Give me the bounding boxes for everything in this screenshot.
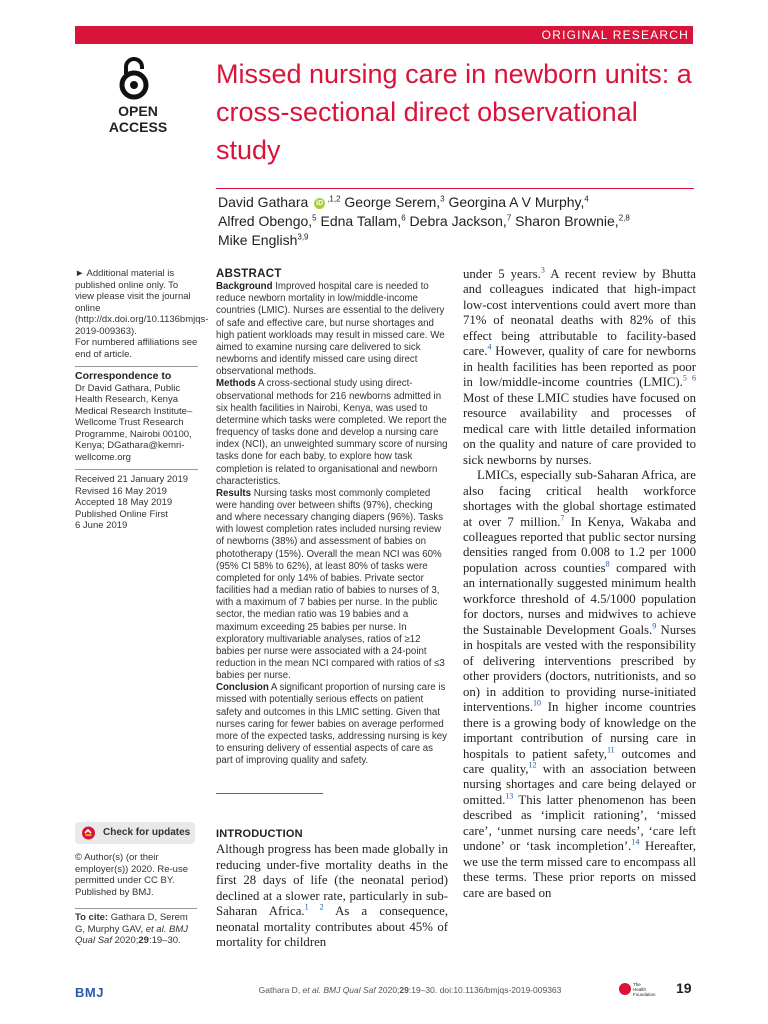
footer-cite-journal: et al. BMJ Qual Saf — [302, 985, 376, 995]
author-name[interactable]: George Serem, — [344, 194, 441, 210]
body-text: Although progress has been made globally in reducing under-five mortality deaths in the first 28 days of life (the neonatal period) declined at a slower rate, particularly in sub-Saharan Africa. — [216, 842, 448, 918]
reference-link[interactable]: 9 — [652, 621, 657, 631]
abstract-label: Methods — [216, 378, 256, 390]
reference-link[interactable]: 8 — [605, 559, 610, 569]
footer-cite-doi: :19–30. doi:10.1136/bmjqs-2019-009363 — [408, 985, 562, 995]
author-name[interactable]: David Gathara — [218, 194, 309, 210]
cite-authors: Gathara D, Serem G, Murphy GAV, — [75, 912, 188, 935]
additional-material-note[interactable]: ► Additional material is published online only. To view please visit the journal online (http://dx.doi.org/10.1136bmjqs-2019-009363). — [75, 268, 209, 337]
abstract-label: Results — [216, 487, 251, 499]
reference-link[interactable]: 11 — [606, 745, 615, 755]
date-revised: Revised 16 May 2019 — [75, 485, 167, 497]
svg-text:Health: Health — [633, 987, 647, 992]
author-name[interactable]: Edna Tallam, — [320, 213, 402, 229]
cite-pages: :19–30. — [148, 935, 181, 946]
body-text: compared with an internationally suggested minimum health workforce threshold of 4.5/1000 population for doctors, nurses and midwives to achieve the Sustainable Development Goals. — [463, 560, 696, 637]
affiliation-ref: 3,9 — [297, 232, 309, 242]
health-foundation-logo — [619, 980, 657, 998]
abstract-divider — [216, 793, 323, 794]
article-sidebar — [75, 268, 209, 532]
reference-link[interactable]: 10 — [533, 698, 542, 708]
body-column-right — [463, 267, 696, 901]
author-name[interactable]: Alfred Obengo, — [218, 213, 313, 229]
body-text: with an association between nursing shortages and care being delayed or omitted. — [463, 762, 696, 807]
author-list — [218, 193, 694, 250]
author-name[interactable]: Mike English — [218, 232, 298, 248]
affiliation-ref: ,1,2 — [327, 194, 341, 204]
reference-link[interactable]: 7 — [560, 513, 565, 523]
body-text: In higher income countries there is a growing body of knowledge on the important contribution of nursing care in hospitals to patient safety, — [463, 700, 696, 761]
affiliation-ref: 7 — [506, 213, 512, 223]
orcid-icon[interactable]: iD — [316, 199, 324, 207]
svg-text:The: The — [633, 982, 641, 987]
affiliations-note: For numbered affiliations see end of article. — [75, 337, 198, 360]
abstract-heading: ABSTRACT — [216, 268, 282, 280]
sidebar-divider — [75, 469, 198, 470]
affiliation-ref: 2,8 — [618, 213, 630, 223]
cite-etal: et al. — [145, 923, 167, 935]
reference-link[interactable]: 4 — [487, 343, 492, 353]
introduction-text — [216, 842, 448, 951]
footer-cite-volume: 29 — [399, 985, 409, 995]
date-accepted: Accepted 18 May 2019 — [75, 497, 173, 508]
body-text: However, quality of care for newborns in health facilities has been reported as poor in low/middle-income countries (LMIC). — [463, 344, 696, 390]
svg-text:Foundation: Foundation — [633, 992, 656, 997]
body-text: A recent review by Bhutta and colleagues indicated that high-impact low-cost interventions could avert more than 71% of neonatal deaths with 82% of this effect being attributable to facility-based care. — [463, 267, 696, 359]
body-text: In Kenya, Wakaba and colleagues reported that public sector nursing densities ranged from 0.008 to 1.2 per 1000 population across counties — [463, 514, 696, 575]
affiliation-ref: 5 — [312, 213, 317, 223]
footer-citation — [240, 985, 580, 995]
sidebar-divider — [75, 366, 198, 367]
reference-link[interactable]: 13 — [505, 791, 514, 801]
body-paragraph — [463, 468, 696, 901]
date-published: 6 June 2019 — [75, 520, 128, 531]
body-paragraph — [463, 267, 696, 468]
affiliation-ref: 6 — [401, 213, 406, 223]
correspondence-body[interactable]: Dr David Gathara, Public Health Research, Kenya Medical Research Institute–Wellcome Trust Research Programme, Nairobi 00100, Kenya; DGathara@kemri-wellcome.org — [75, 382, 193, 463]
abstract-text: A significant proportion of nursing care is missed with potentially serious effects on patient safety and outcomes in this LMIC setting. Given that nurses caring for fewer babies on average performed more of the expected tasks, addressing nursing is key to ensuring delivery of essential aspects of care as part of improving quality and safety. — [216, 682, 448, 767]
open-access-lock-icon — [116, 56, 152, 100]
body-text: Most of these LMIC studies have focused on resource availability and processes of medical care with little detailed information on the quality and nature of care provided to sick newborns by nurses. — [463, 390, 696, 467]
reference-link[interactable]: 1 2 — [304, 902, 324, 912]
check-for-updates-button[interactable]: Check for updates — [75, 822, 195, 844]
body-text: Nurses in hospitals are vested with the responsibility of delivering interventions prescribed by other providers (doctors, nutritionists, and so on) in addition to providing nurse-initiated interventions. — [463, 622, 696, 715]
abstract — [216, 268, 448, 767]
cite-year: 2020; — [111, 935, 139, 946]
body-text: outcomes and care quality, — [463, 746, 696, 776]
body-text: under 5 years. — [463, 267, 541, 281]
body-text: As a consequence, neonatal mortality contributes about 45% of mortality for children — [216, 904, 448, 949]
article-type-banner: ORIGINAL RESEARCH — [75, 26, 693, 44]
abstract-results — [216, 488, 448, 683]
article-title: Missed nursing care in newborn units: a cross-sectional direct observational study — [216, 59, 692, 165]
abstract-text: A cross-sectional study using direct-observational methods for 216 newborns admitted in six health facilities in Nairobi, Kenya, was used to determine which tasks were completed. We report the frequency of tasks done and develop a nursing care index (NCI), an unweighted summary score of nursing tasks done for each baby, to explore how task completion is related to organisational and newborn characteristics. — [216, 378, 448, 487]
abstract-conclusion — [216, 682, 448, 767]
abstract-text: Nursing tasks most commonly completed were handing over between shifts (97%), checking and where necessary changing diapers (96%). Tasks with lowest completion rates included nursing review of newborns (38%) and assessment of babies on phototherapy (15%). Overall the mean NCI was 60% (95% CI 58% to 62%), at least 80% of tasks were completed for only 14% of babies. Private sector facilities had a median ratio of babies to nurses of 3, with a maximum of 7 babies per nurse. In the public sector, the median ratio was 19 babies and a maximum exceeding 25 babies per nurse. In exploratory multivariable analyses, ratios of ≥12 babies per nurse were associated with a 24-point reduction in the mean NCI compared with ratios of ≤3 babies per nurse. — [216, 487, 445, 682]
author-name[interactable]: Georgina A V Murphy, — [448, 194, 585, 210]
date-received: Received 21 January 2019 — [75, 474, 189, 485]
affiliation-ref: 3 — [440, 194, 445, 204]
abstract-label: Background — [216, 281, 273, 293]
copyright-notice: © Author(s) (or their employer(s)) 2020. Re-use permitted under CC BY. Published by BMJ. — [75, 852, 188, 898]
affiliation-ref: 4 — [584, 194, 589, 204]
citation-box — [75, 908, 197, 947]
reference-link[interactable]: 3 — [540, 265, 545, 275]
footer-cite-text: Gathara D, — [258, 985, 303, 995]
body-text: LMICs, especially sub-Saharan Africa, are also facing critical health workforce shortages with the global shortage estimated at over 7 million. — [463, 468, 696, 529]
correspondence-heading: Correspondence to — [75, 370, 172, 382]
bmj-logo: BMJ — [75, 985, 104, 1000]
reference-link[interactable]: 12 — [528, 760, 537, 770]
page-number: 19 — [676, 980, 692, 996]
abstract-methods — [216, 378, 448, 487]
title-divider — [216, 188, 694, 189]
author-name[interactable]: Debra Jackson, — [409, 213, 507, 229]
body-text: This latter phenomenon has been described as ‘implicit rationing’, ‘missed care’, ‘unmet nursing care needs’, ‘care left undone’ or ‘task incompletion’. — [463, 792, 696, 854]
reference-link[interactable]: 14 — [631, 838, 640, 848]
body-text: Hereafter, we use the term missed care to encompass all these terms. These prior reports on missed care are based on — [463, 839, 697, 900]
abstract-label: Conclusion — [216, 682, 269, 694]
reference-link[interactable]: 5 6 — [682, 374, 696, 384]
author-name[interactable]: Sharon Brownie, — [515, 213, 619, 229]
open-access-label: OPEN ACCESS — [108, 103, 168, 135]
footer-cite-year: 2020; — [375, 985, 400, 995]
cite-journal: BMJ Qual Saf — [75, 923, 188, 946]
section-heading-introduction: INTRODUCTION — [216, 828, 303, 840]
cite-label: To cite: — [75, 912, 109, 923]
abstract-background — [216, 281, 448, 378]
date-published-label: Published Online First — [75, 508, 168, 520]
cite-volume: 29 — [138, 935, 149, 946]
abstract-text: Improved hospital care is needed to reduce newborn mortality in low/middle-income countries (LMIC). Nurses are essential to the delivery of safe and effective care, but nurse shortages and high patient workloads may result in missed care. We aimed to examine nursing care delivered to sick newborns and identify missed care using direct observational methods. — [216, 281, 445, 378]
check-updates-icon — [81, 826, 96, 840]
